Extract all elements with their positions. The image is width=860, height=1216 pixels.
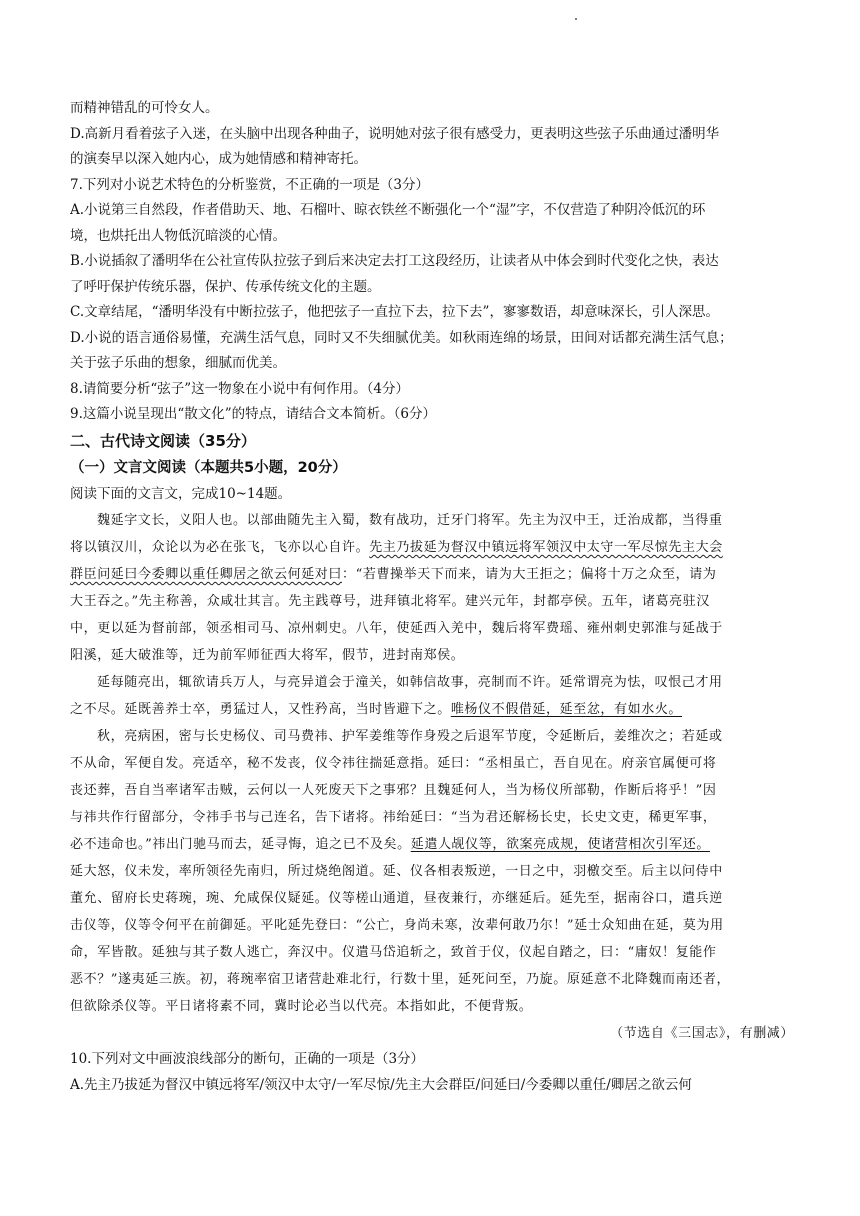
passage-line: 秋，亮病困，密与长史杨仪、司马费祎、护军姜维等作身殁之后退军节度，令延断后，姜维次之；若延或 — [97, 729, 723, 744]
passage-line: 不从命，军便自发。亮适卒，秘不发丧，仪令祎往揣延意指。延曰：“丞相虽亡，吾自见在。府亲官属便可将 — [70, 756, 717, 771]
option-line: C.文章结尾，“潘明华没有中断拉弦子，他把弦子一直拉下去，拉下去”，寥寥数语，却意味深长，引人深思。 — [70, 304, 719, 320]
question-7 — [70, 173, 794, 377]
underlined-sentence: 唯杨仪不假借延，延至忿，有如水火。 — [450, 702, 683, 717]
passage-line — [70, 831, 794, 858]
passage-line: 命，军皆散。延独与其子数人逃亡，奔汉中。仪遣马岱追斩之，致首于仪，仪起自踏之，曰：“庸奴！复能作 — [70, 945, 717, 960]
passage-text: 之不尽。延既善养士卒，勇猛过人，又性矜高，当时皆避下之。 — [70, 702, 451, 717]
passage-line: 击仪等，仪等令何平在前御延。平叱延先登曰：“公亡，身尚未寒，汝辈何敢乃尔！”延士众知曲在延，莫为用 — [70, 918, 724, 933]
passage-line — [70, 534, 794, 561]
option-a: A.先主乃拔延为督汉中镇远将军/领汉中太守/一军尽惊/先主大会群臣/问延曰/今委卿以重任/卿居之欲云何 — [70, 1076, 692, 1093]
passage-line — [70, 561, 794, 588]
question-8: 8.请简要分析“弦子”这一物象在小说中有何作用。（4分） — [70, 380, 410, 397]
text-line: D.高新月看着弦子入迷，在头脑中出现各种曲子，说明她对弦子很有感受力，更表明这些弦子乐曲通过潘明华 — [70, 125, 720, 142]
passage-line: 延每随亮出，辄欲请兵万人，与亮异道会于潼关，如韩信故事，亮制而不许。延常谓亮为怯，叹恨己才用 — [97, 675, 723, 690]
option-line: 关于弦子乐曲的想象，细腻而优美。 — [70, 355, 286, 371]
option-line: B.小说插叙了潘明华在公社宣传队拉弦子到后来决定去打工这段经历，让读者从中体会到时代变化之快，表达 — [70, 253, 719, 269]
passage-line: 魏延字文长，义阳人也。以部曲随先主入蜀，数有战功，迁牙门将军。先主为汉中王，迁治成都，当得重 — [97, 513, 723, 528]
passage-line — [70, 696, 794, 723]
passage-text: 必不违命也。”祎出门驰马而去，延寻悔，追之已不及矣。 — [70, 837, 411, 852]
question-10 — [70, 1047, 794, 1098]
passage-line: 恶不？”遂夷延三族。初，蒋琬率宿卫诸营赴难北行，行数十里，延死问至，乃旋。原延意不北降魏而南还者， — [70, 972, 731, 987]
wavy-underlined-text: 群臣问延曰今委卿以重任卿居之欲云何延对曰 — [70, 567, 343, 582]
section-heading: 二、古代诗文阅读（35分） — [70, 431, 256, 450]
question-9: 9.这篇小说呈现出“散文化”的特点，请结合文本简析。（6分） — [70, 406, 437, 422]
question-stem: 10.下列对文中画波浪线部分的断句，正确的一项是（3分） — [70, 1051, 425, 1067]
text-line: 的演奏早以深入她内心，成为她情感和精神寄托。 — [70, 151, 367, 167]
passage-source: （节选自《三国志》，有删减） — [610, 1026, 794, 1041]
text-line: 而精神错乱的可怜女人。 — [70, 100, 219, 116]
wavy-underlined-text: 先主乃拔延为督汉中镇远将军领汉中太守一军尽惊先主大会 — [369, 540, 723, 555]
question-stem: 7.下列对小说艺术特色的分析鉴赏，不正确的一项是（3分） — [70, 176, 429, 193]
option-line: D.小说的语言通俗易懂，充满生活气息，同时又不失细腻优美。如秋雨连绵的场景，田间对话都充满生活气息； — [70, 329, 733, 346]
passage-text: 将以镇汉川，众论以为必在张飞，飞亦以心自许。 — [70, 540, 370, 555]
passage-line: 延大怒，仪未发，率所领径先南归，所过烧绝阁道。延、仪各相表叛逆，一日之中，羽檄交至。后主以问侍中 — [70, 864, 723, 879]
passage-line: 与祎共作行留部分，令祎手书与己连名，告下诸将。祎绐延曰：“当为君还解杨长史，长史文吏，稀更军事， — [70, 810, 717, 825]
passage-line: 但欲除杀仪等。平日诸将素不同，冀时论必当以代亮。本指如此，不便背叛。 — [70, 999, 533, 1014]
page-mark — [575, 18, 577, 20]
document-body — [70, 96, 794, 1098]
option-line: A.小说第三自然段，作者借助天、地、石榴叶、晾衣铁丝不断强化一个“湿”字，不仅营造了种阴冷低沉的环 — [70, 202, 706, 218]
option-line: 了呼吁保护传统乐器，保护、传承传统文化的主题。 — [70, 278, 381, 295]
subsection-heading: （一）文言文阅读（本题共5小题，20分） — [70, 459, 347, 476]
passage-text: ：“若曹操举天下而来，请为大王拒之；偏将十万之众至，请为 — [342, 567, 717, 582]
passage-line: 阳溪，延大破淮等，迁为前军师征西大将军，假节，进封南郑侯。 — [70, 648, 465, 663]
passage-line: 董允、留府长史蒋琬，琬、允咸保仪疑延。仪等槎山通道，昼夜兼行，亦继延后。延先至，据南谷口，遣兵逆 — [70, 891, 723, 906]
instruction-text: 阅读下面的文言文，完成10~14题。 — [70, 485, 292, 502]
passage-line: 大王吞之。”先主称善，众咸壮其言。先主践尊号，进拜镇北将军。建兴元年，封都亭侯。五年，诸葛亮驻汉 — [70, 594, 710, 609]
passage-line: 中，更以延为督前部，领丞相司马、凉州刺史。八年，使延西入羌中，魏后将军费瑶、雍州刺史郭淮与延战于 — [70, 621, 723, 636]
passage-line: 丧还葬，吾自当率诸军击贼，云何以一人死废天下之事邪？且魏延何人，当为杨仪所部勒，作断后将乎！”因 — [70, 783, 717, 798]
option-line: 境，也烘托出人物低沉暗淡的心情。 — [70, 227, 286, 244]
underlined-sentence: 延遣人觇仪等，欲案亮成规，使诸营相次引军还。 — [410, 837, 710, 852]
classical-passage — [70, 507, 794, 1047]
question-6-tail — [70, 96, 794, 173]
